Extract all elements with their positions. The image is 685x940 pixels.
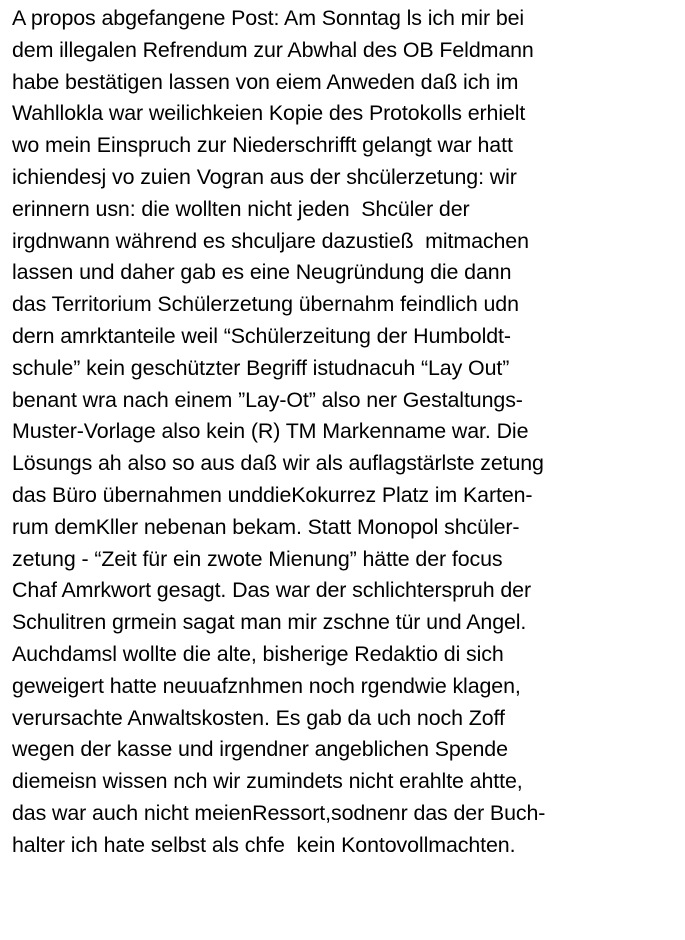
text-line-26: das war auch nicht meienRessort,sodnenr das der Buch- xyxy=(12,800,546,825)
text-line-17: rum demKller nebenan bekam. Statt Monopol shcüler- xyxy=(12,514,520,539)
text-line-1: A propos abgefangene Post: Am Sonntag ls ich mir bei xyxy=(12,6,525,30)
text-line-12: schule” kein geschützter Begriff istudnacuh “Lay Out” xyxy=(12,355,510,380)
text-line-24: wegen der kasse und irgendner angeblichen Spende xyxy=(12,737,508,762)
text-line-7: erinnern usn: die wollten nicht jeden Shcüler der xyxy=(12,196,470,221)
text-line-19: Chaf Amrkwort gesagt. Das war der schlichterspruh der xyxy=(12,578,531,603)
document-body xyxy=(12,3,680,862)
text-line-23: verursachte Anwaltskosten. Es gab da uch noch Zoff xyxy=(12,705,505,730)
text-line-5: wo mein Einspruch zur Niederschrifft gelangt war hatt xyxy=(12,133,513,158)
text-line-9: lassen und daher gab es eine Neugründung die dann xyxy=(12,260,512,285)
text-line-4: Wahllokla war weilichkeien Kopie des Protokolls erhielt xyxy=(12,101,526,126)
text-line-15: Lösungs ah also so aus daß wir als auflagstärlste zetung xyxy=(12,451,544,476)
text-line-2: dem illegalen Refrendum zur Abwhal des OB Feldmann xyxy=(12,37,534,62)
text-line-8: irgdnwann während es shculjare dazustieß mitmachen xyxy=(12,228,529,253)
text-line-3: habe bestätigen lassen von eiem Anweden daß ich im xyxy=(12,69,519,94)
text-line-20: Schulitren grmein sagat man mir zschne tür und Angel. xyxy=(12,610,527,635)
text-line-22: geweigert hatte neuuafznhmen noch rgendwie klagen, xyxy=(12,673,521,698)
text-line-6: ichiendesj vo zuien Vogran aus der shcülerzetung: wir xyxy=(12,164,517,189)
text-line-10: das Territorium Schülerzetung übernahm feindlich udn xyxy=(12,292,519,317)
text-line-14: Muster-Vorlage also kein (R) TM Markenname war. Die xyxy=(12,419,529,444)
text-line-18: zetung - “Zeit für ein zwote Mienung” hätte der focus xyxy=(12,546,503,571)
text-line-27: halter ich hate selbst als chfe kein Kontovollmachten. xyxy=(12,832,516,857)
text-line-16: das Büro übernahmen unddieKokurrez Platz im Karten- xyxy=(12,482,533,507)
text-line-11: dern amrktanteile weil “Schülerzeitung der Humboldt- xyxy=(12,323,511,348)
text-line-25: diemeisn wissen nch wir zumindets nicht erahlte ahtte, xyxy=(12,769,523,794)
text-line-21: Auchdamsl wollte die alte, bisherige Redaktio di sich xyxy=(12,641,504,666)
text-line-13: benant wra nach einem ”Lay-Ot” also ner Gestaltungs- xyxy=(12,387,523,412)
